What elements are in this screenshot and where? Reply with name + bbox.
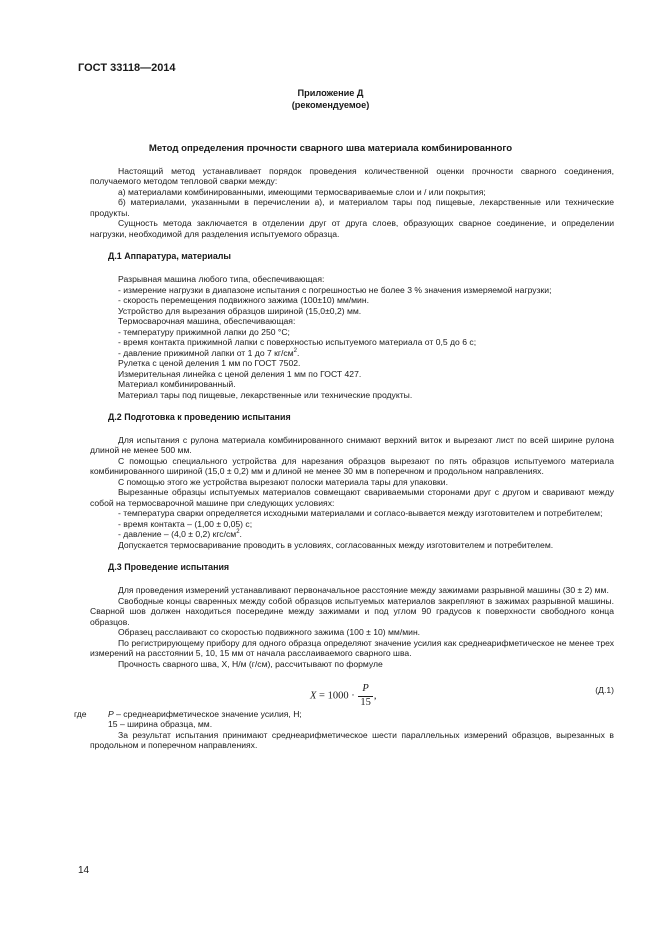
section-heading-d2: Д.2 Подготовка к проведению испытания (108, 412, 291, 423)
list-item: Измерительная линейка с ценой деления 1 мм по ГОСТ 427. (118, 368, 362, 379)
formula-d1 (90, 673, 614, 707)
paragraph: Для проведения измерений устанавливают первоначальное расстояние между зажимами разрывной машины (30 ± 2) мм. (118, 585, 609, 596)
formula-numerator: P (358, 683, 373, 697)
symbol-p-desc: – среднеарифметическое значение усилия, Н; (113, 708, 302, 719)
page-number: 14 (78, 865, 90, 876)
superscript: 2 (236, 529, 240, 536)
list-item: - скорость перемещения подвижного зажима (100±10) мм/мин. (118, 295, 369, 306)
formula-expression (310, 683, 376, 709)
formula-lhs: X (310, 690, 317, 702)
period: . (239, 529, 242, 540)
section-heading-d1: Д.1 Аппаратура, материалы (108, 251, 231, 262)
annex-status: (рекомендуемое) (291, 100, 370, 110)
list-item: Материал комбинированный. (118, 379, 236, 390)
period: . (296, 347, 300, 358)
paragraph: По регистрирующему прибору для одного образца определяют значение усилия как среднеарифметическое не менее трех измерений на расстоянии 5, 10, 15 мм от начала расслаиваемого сварного шва. (90, 637, 614, 659)
method-title: Метод определения прочности сварного шва материала комбинированного (148, 143, 513, 154)
paragraph (90, 529, 614, 539)
list-item: Рулетка с ценой деления 1 мм по ГОСТ 7502. (118, 358, 301, 369)
list-item: Разрывная машина любого типа, обеспечивающая: (118, 274, 325, 285)
intro-paragraph: Настоящий метод устанавливает порядок проведения количественной оценки прочности сварного соединения, получаемого методом тепловой сварки между: (90, 166, 614, 187)
intro-item-a: а) материалами комбинированными, имеющими термосвариваемые слои и / или покрытия; (118, 186, 486, 197)
intro-essence: Сущность метода заключается в отделении друг от друга слоев, образующих сварное соединение, и определении нагрузки, необходимой для разделения испытуемого образца. (90, 218, 614, 239)
paragraph: Образец расслаивают со скоростью подвижного зажима (100 ± 10) мм/мин. (118, 627, 421, 638)
paragraph: С помощью специального устройства для нарезания образцов вырезают по пять образцов испытуемого материала комбинированного шириной (15,0 ± 0,2) мм и длиной не менее 30 мм в поперечном и продольном направлениях. (90, 455, 614, 477)
list-item (90, 348, 614, 358)
paragraph: Свободные концы сваренных между собой образцов испытуемых материалов закрепляют в зажимах разрывной машины. Сварной шов должен находиться посередине между зажимами и под углом 90 градусов к поверхности свободного конца образцов. (90, 595, 614, 627)
pressure-text: - давление прижимной лапки от 1 до 7 кг/см (118, 347, 294, 358)
list-item: - температуру прижимной лапки до 250 °С; (118, 326, 290, 337)
annex-title: Приложение Д (297, 88, 364, 98)
paragraph: С помощью этого же устройства вырезают полоски материала тары для упаковки. (118, 476, 448, 487)
symbol-p: Р (108, 708, 114, 719)
formula-denominator: 15 (360, 696, 371, 708)
superscript: 2 (293, 347, 297, 354)
paragraph: За результат испытания принимают среднеарифметическое шести параллельных измерений образцов, вырезанных в продольном и поперечном направлениях. (90, 729, 614, 751)
formula-eq: = 1000 · (316, 690, 358, 702)
where-line (74, 708, 614, 719)
document-body (74, 166, 614, 751)
paragraph: Для испытания с рулона материала комбинированного снимают верхний виток и вырезают лист по всей ширине рулона длиной не менее 500 мм. (90, 434, 614, 456)
paragraph: Допускается термосваривание проводить в условиях, согласованных между изготовителем и потребителем. (118, 539, 554, 550)
list-item: - время контакта прижимной лапки с поверхностью испытуемого материала от 0,5 до 6 с; (118, 337, 477, 348)
paragraph: - температура сварки определяется исходными материалами и согласо-вывается между изготовителем и потребителем; (118, 508, 603, 519)
paragraph: Прочность сварного шва, X, Н/м (г/см), рассчитывают по формуле (118, 658, 383, 669)
where-entry: 15 – ширина образца, мм. (108, 719, 213, 730)
intro-item-b: б) материалами, указанными в перечислении а), и материалом тары под пищевые, лекарственные или технические продукты. (90, 197, 614, 218)
list-item: - измерение нагрузки в диапазоне испытания с погрешностью не более 3 % значения измеряемой нагрузки; (118, 284, 552, 295)
list-item: Термосварочная машина, обеспечивающая: (118, 316, 296, 327)
paragraph: - время контакта – (1,00 ± 0,05) с; (118, 518, 253, 529)
formula-number: (Д.1) (595, 684, 614, 695)
list-item: Материал тары под пищевые, лекарственные или технические продукты. (118, 389, 413, 400)
where-entry (90, 709, 302, 719)
where-label: где (74, 708, 87, 719)
pressure-text: - давление – (4,0 ± 0,2) кгс/см (118, 529, 237, 540)
formula-fraction (358, 683, 373, 709)
document-header: ГОСТ 33118—2014 (78, 62, 176, 74)
formula-tail: , (373, 690, 377, 702)
paragraph: Вырезанные образцы испытуемых материалов совмещают свариваемыми сторонами друг с другом и сваривают между собой на термосварочной машине при следующих условиях: (90, 487, 614, 508)
list-item: Устройство для вырезания образцов шириной (15,0±0,2) мм. (118, 305, 362, 316)
section-heading-d3: Д.3 Проведение испытания (108, 562, 230, 573)
